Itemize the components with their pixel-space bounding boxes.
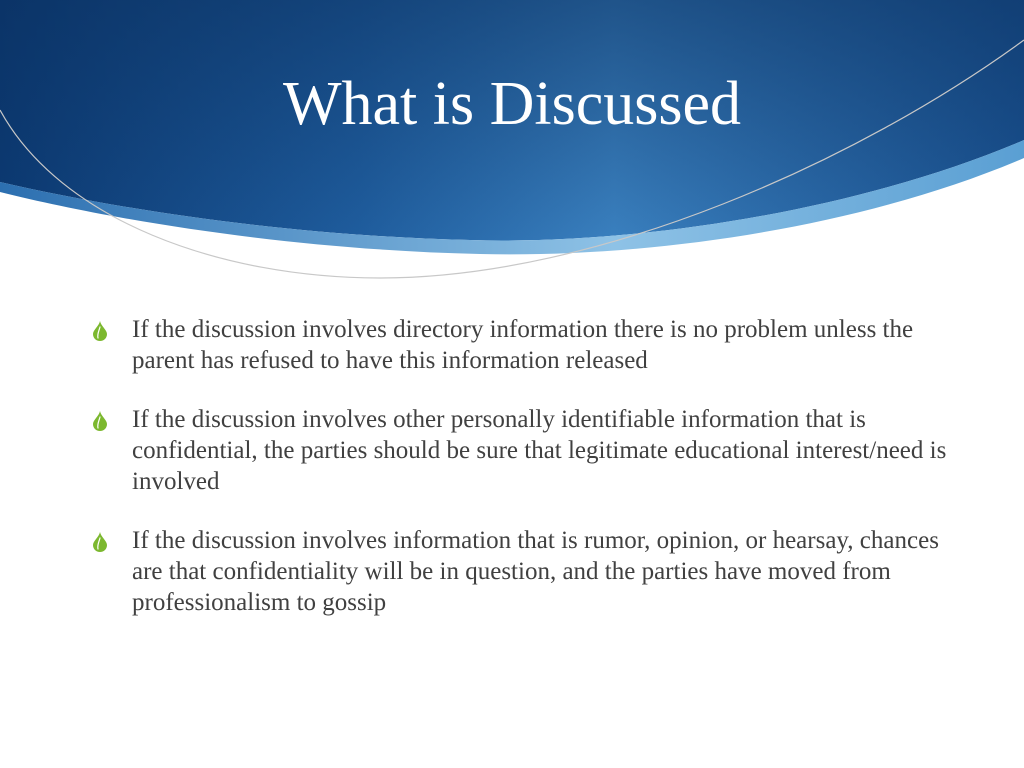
bullet-list [92, 314, 952, 646]
bullet-text: If the discussion involves information that is rumor, opinion, or hearsay, chances are that confidentiality will be in question, and the parties have moved from professionalism to gossip [132, 527, 939, 616]
header-background [0, 0, 1024, 300]
bullet-item [92, 314, 952, 376]
bullet-item [92, 525, 952, 618]
bullet-text: If the discussion involves other personally identifiable information that is confidential, the parties should be sure that legitimate educational interest/need is involved [132, 406, 947, 495]
bullet-item [92, 404, 952, 497]
slide-title: What is Discussed [282, 70, 742, 138]
bullet-text: If the discussion involves directory information there is no problem unless the parent has refused to have this information released [132, 316, 914, 374]
leaf-bullet-icon [92, 321, 108, 341]
leaf-bullet-icon [92, 411, 108, 431]
leaf-bullet-icon [92, 532, 108, 552]
